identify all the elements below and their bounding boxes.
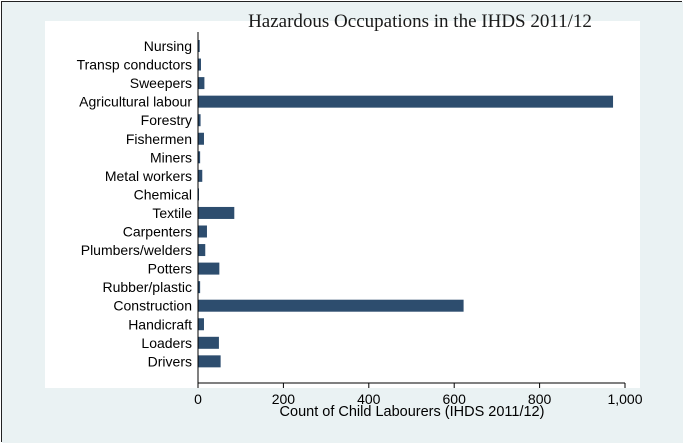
x-axis-title: Count of Child Labourers (IHDS 2011/12): [279, 404, 545, 420]
x-tick-label: 400: [357, 391, 381, 407]
x-tick-label: 1,000: [607, 391, 643, 407]
category-label-sweepers: Sweepers: [129, 75, 192, 92]
bar-textile: [198, 207, 234, 219]
bar-agricultural-labour: [198, 96, 613, 108]
bar-potters: [198, 263, 219, 275]
chart-title: Hazardous Occupations in the IHDS 2011/12: [248, 11, 592, 32]
category-label-construction: Construction: [113, 297, 192, 314]
bar-loaders: [198, 337, 219, 349]
x-tick-label: 0: [194, 391, 202, 407]
x-tick-label: 800: [527, 391, 552, 407]
x-tick-label: 200: [271, 391, 296, 407]
bar-sweepers: [198, 77, 204, 89]
category-label-potters: Potters: [147, 260, 192, 277]
category-label-drivers: Drivers: [147, 353, 192, 370]
chart-frame: [1, 1, 682, 442]
category-label-carpenters: Carpenters: [122, 223, 192, 240]
category-label-nursing: Nursing: [143, 38, 192, 54]
category-label-forestry: Forestry: [140, 112, 192, 129]
category-label-agricultural-labour: Agricultural labour: [79, 93, 192, 110]
chart: [2, 2, 683, 443]
bar-handicraft: [198, 318, 204, 330]
bar-metal-workers: [198, 170, 202, 182]
category-label-handicraft: Handicraft: [128, 316, 192, 333]
category-label-textile: Textile: [152, 204, 192, 221]
bar-fishermen: [198, 133, 204, 145]
bar-drivers: [198, 355, 221, 367]
category-label-rubber-plastic: Rubber/plastic: [102, 279, 192, 296]
bar-construction: [198, 300, 464, 312]
category-label-loaders: Loaders: [141, 334, 192, 351]
x-tick-label: 600: [442, 391, 466, 407]
category-label-miners: Miners: [149, 149, 192, 166]
bar-carpenters: [198, 226, 207, 238]
category-label-transp-conductors: Transp conductors: [76, 56, 192, 73]
category-label-metal-workers: Metal workers: [104, 167, 192, 184]
category-label-fishermen: Fishermen: [125, 130, 192, 147]
category-label-plumbers-welders: Plumbers/welders: [80, 242, 192, 259]
bar-plumbers-welders: [198, 244, 205, 256]
category-label-chemical: Chemical: [133, 186, 192, 203]
